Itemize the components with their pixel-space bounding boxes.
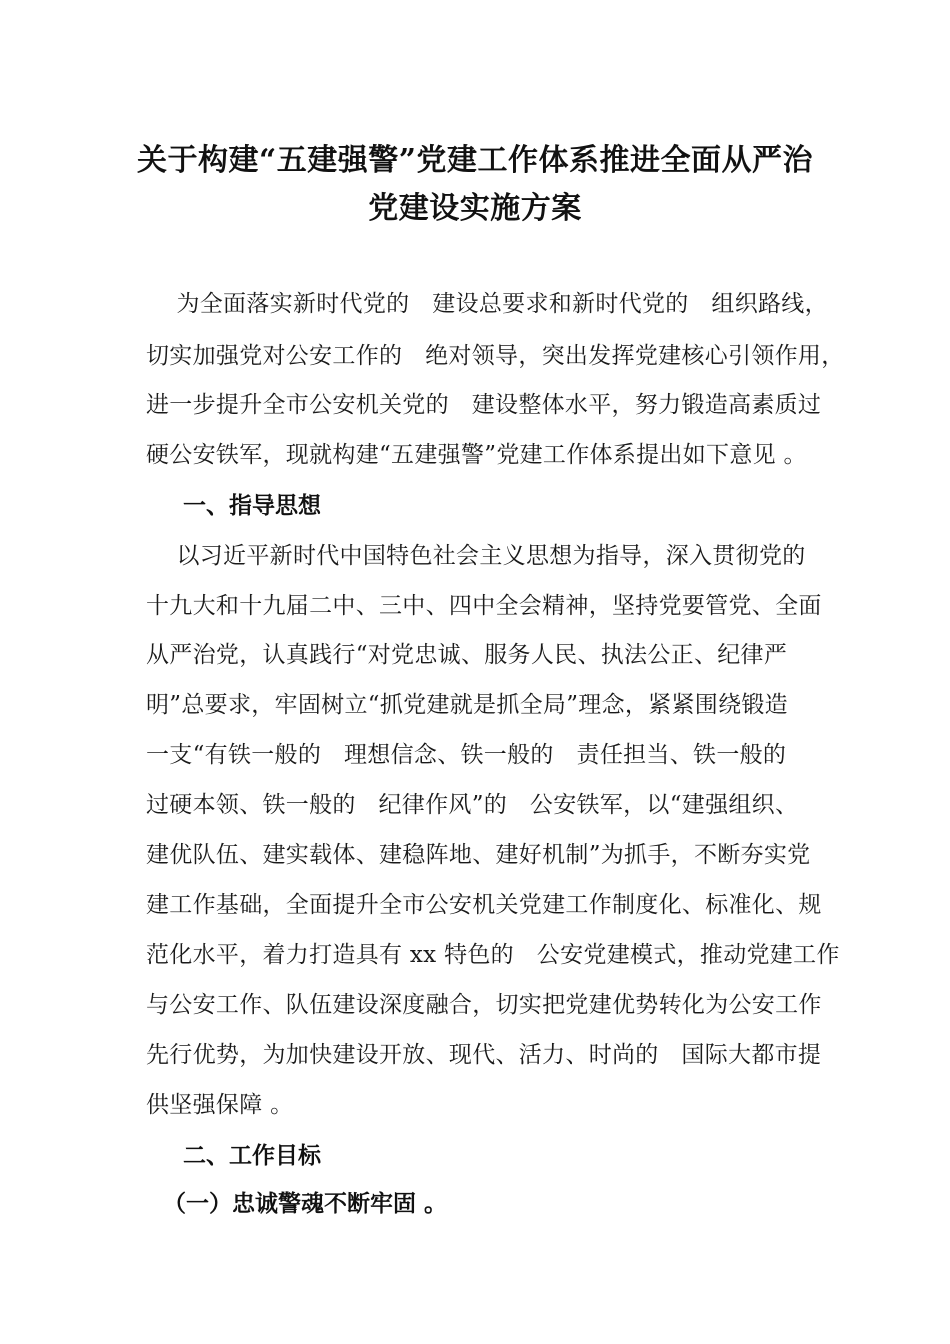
section1-paragraph-line: 过硬本领、铁一般的 纪律作风”的 公安铁军，以“建强组织、 [146,792,799,818]
document-title-line-2: 党建设实施方案 [368,191,582,226]
subsection-heading-loyalty: （一）忠诚警魂不断牢固 。 [163,1190,448,1217]
section-heading-guiding-ideology: 一、指导思想 [183,492,321,519]
section1-paragraph-line: 以习近平新时代中国特色社会主义思想为指导，深入贯彻党的 [146,543,806,569]
intro-paragraph-line: 进一步提升全市公安机关党的 建设整体水平，努力锻造高素质过 [146,392,822,418]
section1-paragraph-line: 建优队伍、建实载体、建稳阵地、建好机制”为抓手，不断夯实党 [146,842,811,868]
section1-paragraph-line: 从严治党，认真践行“对党忠诚、服务人民、执法公正、纪律严 [146,642,788,668]
document-title-line-1: 关于构建“五建强警”党建工作体系推进全面从严治 [136,143,813,178]
section1-paragraph-line: 一支“有铁一般的 理想信念、铁一般的 责任担当、铁一般的 [146,742,787,768]
section1-paragraph-line: 明”总要求，牢固树立“抓党建就是抓全局”理念，紧紧围绕锻造 [146,692,788,718]
section1-paragraph-line: 建工作基础，全面提升全市公安机关党建工作制度化、标准化、规 [146,892,822,918]
intro-paragraph-line: 切实加强党对公安工作的 绝对领导，突出发挥党建核心引领作用， [146,343,845,369]
section1-paragraph-line: 与公安工作、队伍建设深度融合，切实把党建优势转化为公安工作 [146,992,822,1018]
intro-paragraph-line: 硬公安铁军，现就构建“五建强警”党建工作体系提出如下意见 。 [146,442,807,468]
section1-paragraph-line: 十九大和十九届二中、三中、四中全会精神，坚持党要管党、全面 [146,593,822,619]
section-heading-work-goals: 二、工作目标 [183,1142,321,1169]
section1-paragraph-line: 供坚强保障 。 [146,1092,294,1118]
section1-paragraph-line: 范化水平，着力打造具有 xx 特色的 公安党建模式，推动党建工作 [146,942,840,968]
intro-paragraph-line: 为全面落实新时代党的 建设总要求和新时代党的 组织路线， [146,291,828,317]
section1-paragraph-line: 先行优势，为加快建设开放、现代、活力、时尚的 国际大都市提 [146,1042,822,1068]
